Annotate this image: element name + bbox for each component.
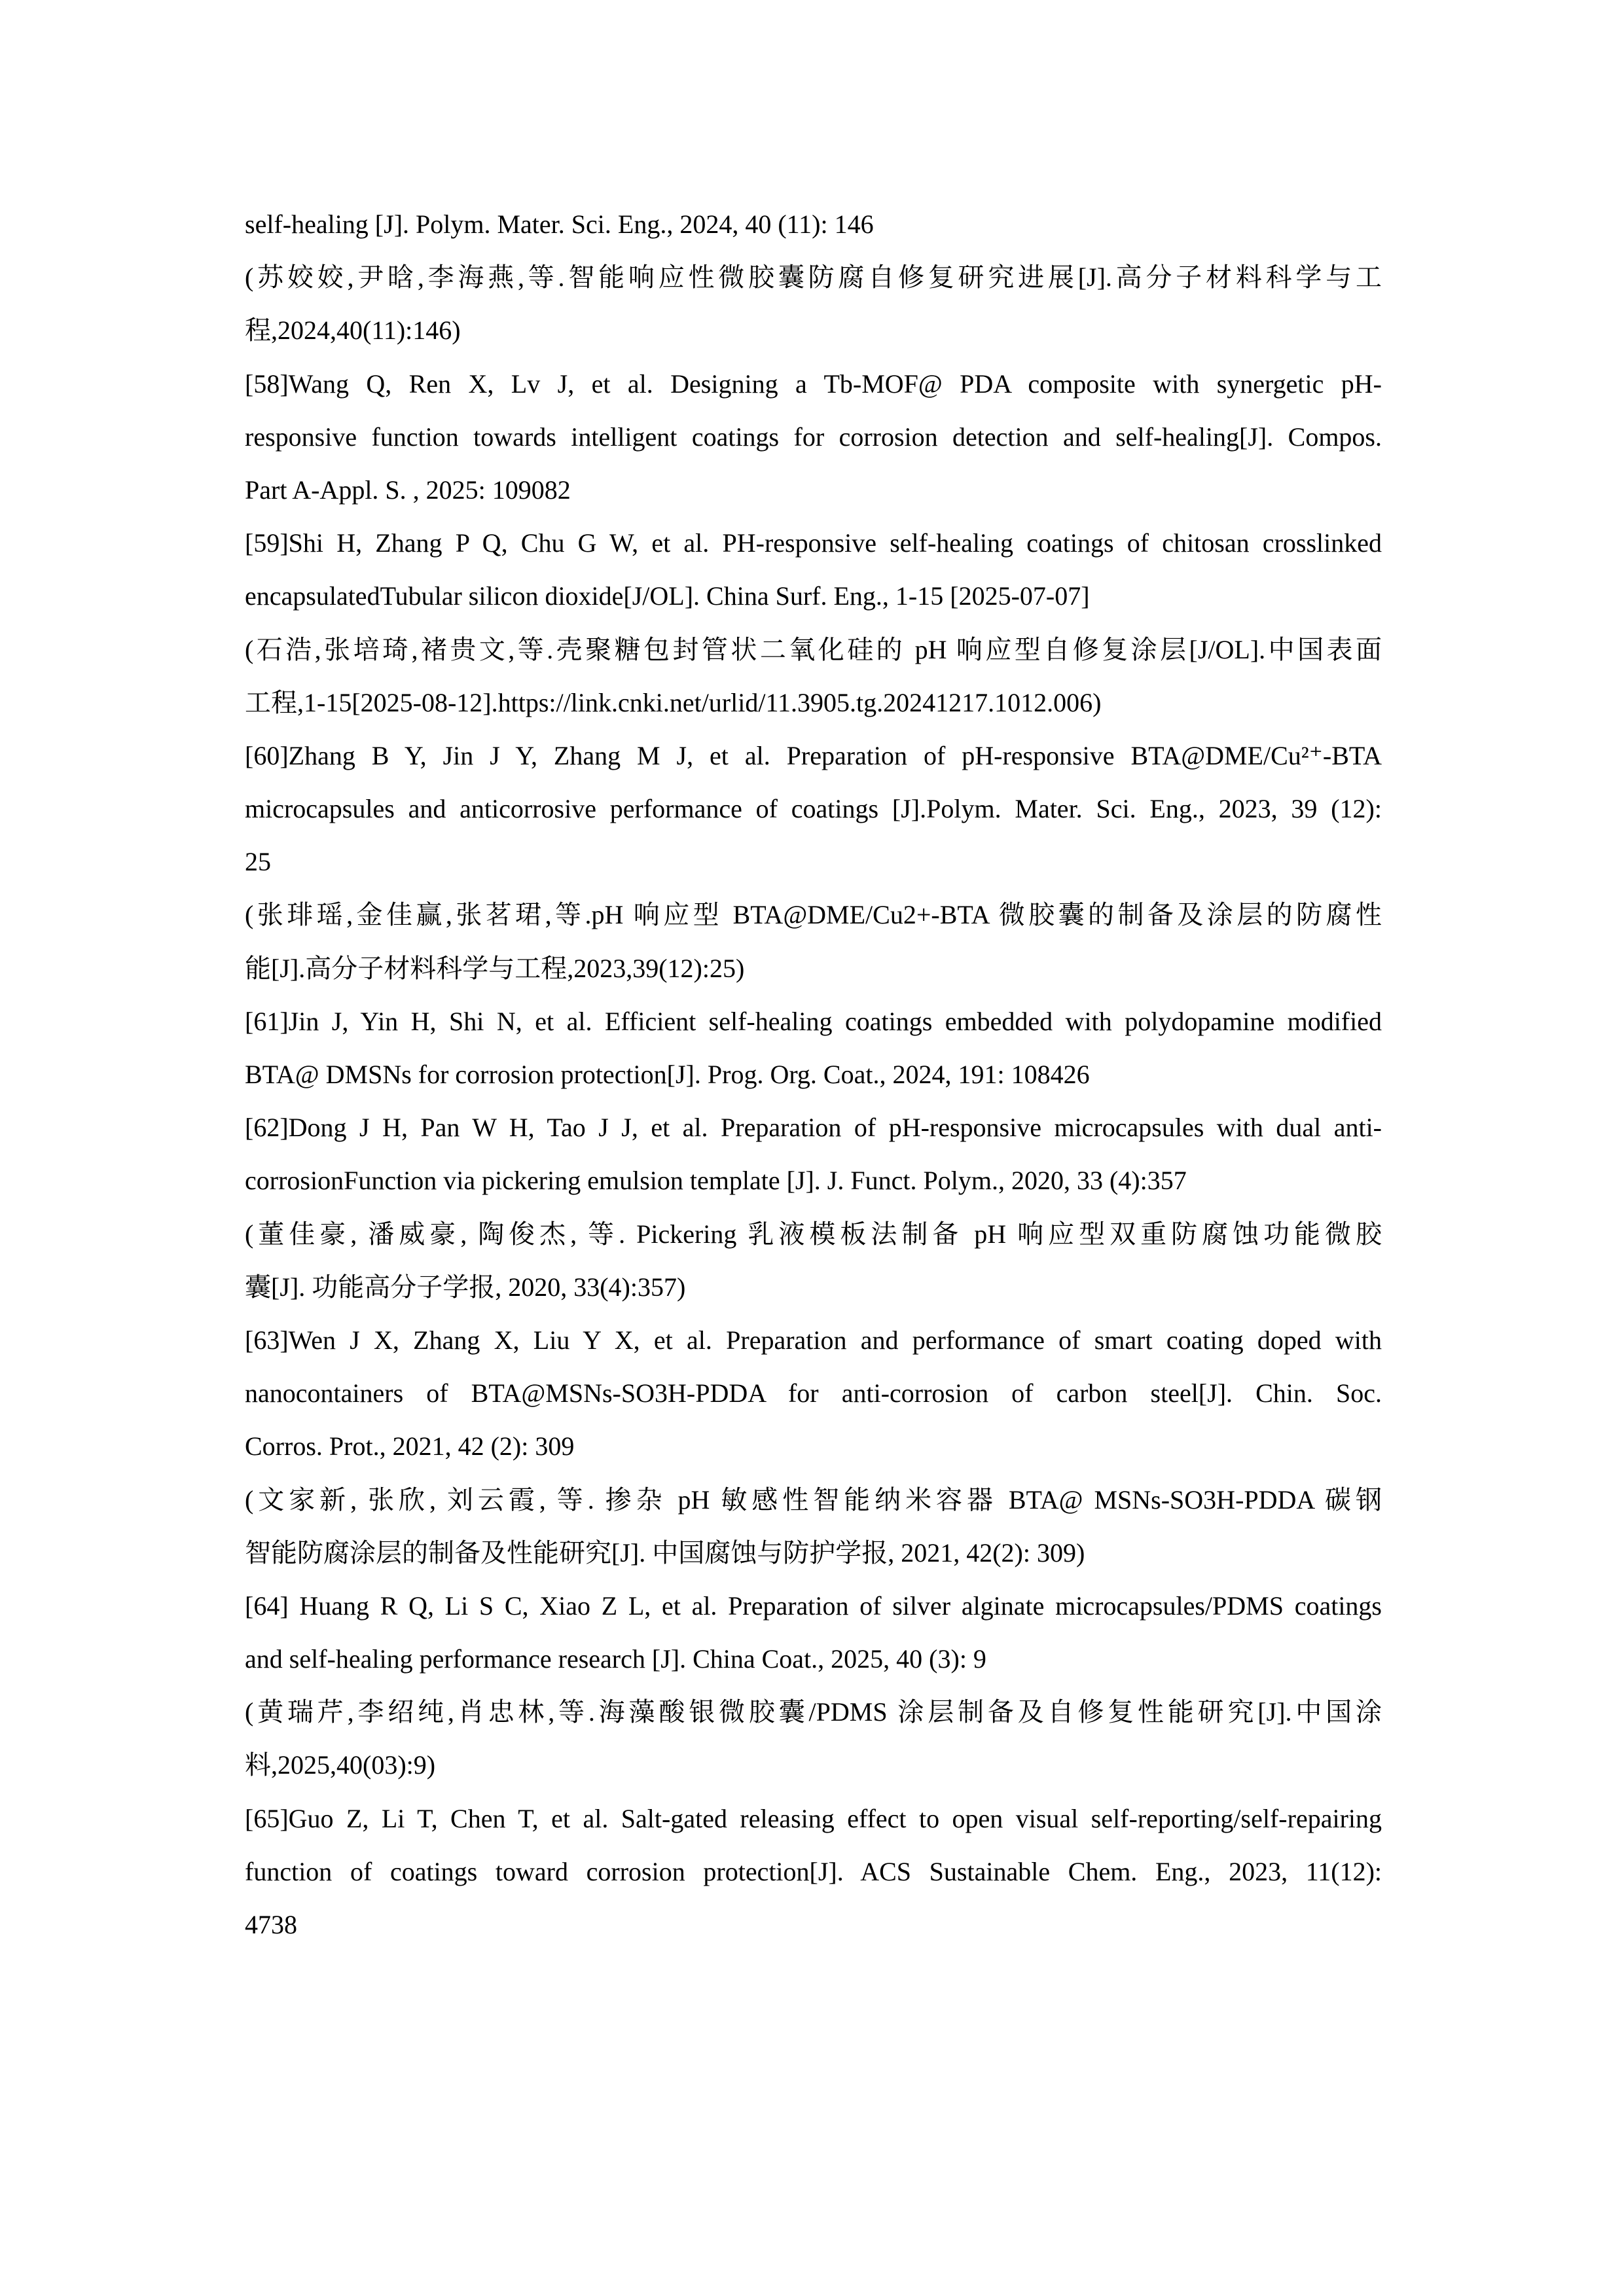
reference-line: function of coatings toward corrosion protection[J]. ACS Sustainable Chem. Eng., 2023, 11(12):: [245, 1856, 1382, 1886]
reference-line: 4738: [245, 1910, 297, 1939]
reference-line: 程,2024,40(11):146): [245, 315, 461, 346]
reference-line: 料,2025,40(03):9): [245, 1750, 436, 1780]
reference-line: encapsulatedTubular silicon dioxide[J/OL]. China Surf. Eng., 1-15 [2025-07-07]: [245, 581, 1090, 611]
reference-line: 工程,1-15[2025-08-12].https://link.cnki.net/urlid/11.3905.tg.20241217.1012.006): [245, 687, 1102, 717]
reference-line: [65]Guo Z, Li T, Chen T, et al. Salt-gated releasing effect to open visual self-reporting/self-repairing: [245, 1803, 1382, 1833]
reference-line: (文家新, 张欣, 刘云霞, 等. 掺杂 pH 敏感性智能纳米容器 BTA@ MSNs-SO3H-PDDA 碳钢: [245, 1484, 1382, 1515]
reference-line: 能[J].高分子材料科学与工程,2023,39(12):25): [245, 953, 745, 983]
reference-line: (黄瑞芹,李绍纯,肖忠林,等.海藻酸银微胶囊/PDMS 涂层制备及自修复性能研究[J].中国涂: [245, 1697, 1382, 1727]
reference-line: BTA@ DMSNs for corrosion protection[J]. Prog. Org. Coat., 2024, 191: 108426: [245, 1060, 1090, 1089]
reference-line: (董佳豪, 潘威豪, 陶俊杰, 等. Pickering 乳液模板法制备 pH 响应型双重防腐蚀功能微胶: [245, 1219, 1382, 1249]
reference-line: 囊[J]. 功能高分子学报, 2020, 33(4):357): [245, 1272, 686, 1302]
reference-line: [62]Dong J H, Pan W H, Tao J J, et al. Preparation of pH-responsive microcapsules with dual anti-: [245, 1113, 1382, 1143]
reference-line: [59]Shi H, Zhang P Q, Chu G W, et al. PH-responsive self-healing coatings of chitosan crosslinked: [245, 528, 1382, 558]
reference-line: 智能防腐涂层的制备及性能研究[J]. 中国腐蚀与防护学报, 2021, 42(2): 309): [245, 1537, 1085, 1568]
reference-line: 25: [245, 847, 271, 877]
reference-line: microcapsules and anticorrosive performance of coatings [J].Polym. Mater. Sci. Eng., 2023, 39 (12):: [245, 794, 1382, 824]
reference-line: [60]Zhang B Y, Jin J Y, Zhang M J, et al. Preparation of pH-responsive BTA@DME/Cu²⁺-BTA: [245, 740, 1382, 770]
reference-line: (苏姣姣,尹晗,李海燕,等.智能响应性微胶囊防腐自修复研究进展[J].高分子材料科学与工: [245, 262, 1382, 293]
reference-line: [64] Huang R Q, Li S C, Xiao Z L, et al. Preparation of silver alginate microcapsules/PDMS coatings: [245, 1590, 1382, 1621]
reference-line: and self-healing performance research [J]. China Coat., 2025, 40 (3): 9: [245, 1644, 986, 1674]
reference-line: responsive function towards intelligent coatings for corrosion detection and self-healing[J]. Compos.: [245, 422, 1382, 452]
reference-line: Part A-Appl. S. , 2025: 109082: [245, 475, 571, 505]
reference-line: (石浩,张培琦,褚贵文,等.壳聚糖包封管状二氧化硅的 pH 响应型自修复涂层[J/OL].中国表面: [245, 634, 1382, 664]
reference-line: Corros. Prot., 2021, 42 (2): 309: [245, 1431, 575, 1462]
reference-line: [58]Wang Q, Ren X, Lv J, et al. Designing a Tb-MOF@ PDA composite with synergetic pH-: [245, 368, 1382, 399]
reference-line: self-healing [J]. Polym. Mater. Sci. Eng., 2024, 40 (11): 146: [245, 209, 874, 239]
reference-line: [63]Wen J X, Zhang X, Liu Y X, et al. Preparation and performance of smart coating doped with: [245, 1325, 1382, 1355]
reference-line: nanocontainers of BTA@MSNs-SO3H-PDDA for anti-corrosion of carbon steel[J]. Chin. Soc.: [245, 1378, 1382, 1408]
references-text: [245, 198, 1382, 1951]
reference-line: corrosionFunction via pickering emulsion template [J]. J. Funct. Polym., 2020, 33 (4):357: [245, 1166, 1187, 1196]
reference-line: (张琲瑶,金佳赢,张茗珺,等.pH 响应型 BTA@DME/Cu2+-BTA 微胶囊的制备及涂层的防腐性: [245, 900, 1382, 930]
reference-line: [61]Jin J, Yin H, Shi N, et al. Efficient self-healing coatings embedded with polydopamine modified: [245, 1006, 1382, 1036]
